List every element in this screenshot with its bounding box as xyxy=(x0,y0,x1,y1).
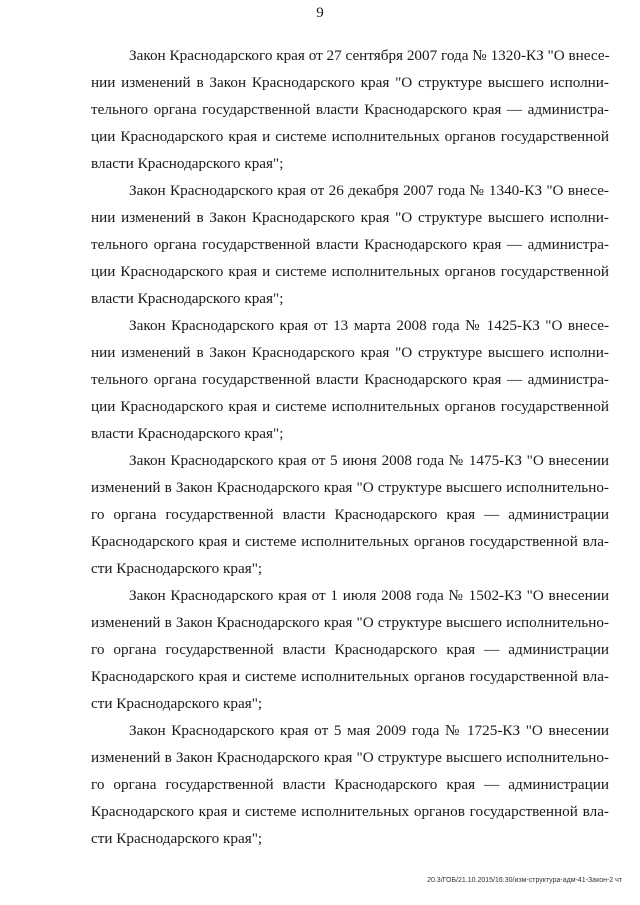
paragraph-line: Краснодарского края и системе исполнительных органов государственной вла- xyxy=(91,533,609,550)
paragraph-line: нии изменений в Закон Краснодарского края "О структуре высшего исполни- xyxy=(91,209,609,226)
paragraph-line: тельного органа государственной власти Краснодарского края — администра- xyxy=(91,101,609,118)
paragraph-line: Краснодарского края и системе исполнительных органов государственной вла- xyxy=(91,803,609,820)
paragraph-line: изменений в Закон Краснодарского края "О структуре высшего исполнительно- xyxy=(91,479,609,496)
paragraph-line: тельного органа государственной власти Краснодарского края — администра- xyxy=(91,371,609,388)
paragraph-line: тельного органа государственной власти Краснодарского края — администра- xyxy=(91,236,609,253)
paragraph-line: нии изменений в Закон Краснодарского края "О структуре высшего исполни- xyxy=(91,74,609,91)
paragraph-line: изменений в Закон Краснодарского края "О структуре высшего исполнительно- xyxy=(91,614,609,631)
paragraph-line: Закон Краснодарского края от 5 июня 2008 года № 1475-КЗ "О внесении xyxy=(129,452,609,469)
paragraph-line: Закон Краснодарского края от 13 марта 2008 года № 1425-КЗ "О внесе- xyxy=(129,317,609,334)
paragraph-line: ции Краснодарского края и системе исполнительных органов государственной xyxy=(91,263,609,280)
paragraph-line: Закон Краснодарского края от 1 июля 2008 года № 1502-КЗ "О внесении xyxy=(129,587,609,604)
law-paragraph-1 xyxy=(91,42,609,177)
law-paragraph-5 xyxy=(91,582,609,717)
paragraph-line: сти Краснодарского края"; xyxy=(91,560,263,577)
paragraph-line: го органа государственной власти Краснодарского края — администрации xyxy=(91,776,609,793)
law-paragraph-2 xyxy=(91,177,609,312)
paragraph-line: Краснодарского края и системе исполнительных органов государственной вла- xyxy=(91,668,609,685)
paragraph-line: го органа государственной власти Краснодарского края — администрации xyxy=(91,506,609,523)
paragraph-line: власти Краснодарского края"; xyxy=(91,290,284,307)
paragraph-line: Закон Краснодарского края от 5 мая 2009 года № 1725-КЗ "О внесении xyxy=(129,722,609,739)
paragraph-line: изменений в Закон Краснодарского края "О структуре высшего исполнительно- xyxy=(91,749,609,766)
paragraph-line: ции Краснодарского края и системе исполнительных органов государственной xyxy=(91,128,609,145)
law-paragraph-4 xyxy=(91,447,609,582)
paragraph-line: сти Краснодарского края"; xyxy=(91,830,263,847)
paragraph-line: го органа государственной власти Краснодарского края — администрации xyxy=(91,641,609,658)
paragraph-line: ции Краснодарского края и системе исполнительных органов государственной xyxy=(91,398,609,415)
paragraph-line: нии изменений в Закон Краснодарского края "О структуре высшего исполни- xyxy=(91,344,609,361)
paragraph-line: власти Краснодарского края"; xyxy=(91,155,284,172)
paragraph-line: власти Краснодарского края"; xyxy=(91,425,284,442)
law-paragraph-3 xyxy=(91,312,609,447)
page-number: 9 xyxy=(316,5,324,21)
paragraph-line: Закон Краснодарского края от 26 декабря 2007 года № 1340-КЗ "О внесе- xyxy=(129,182,609,199)
paragraph-line: Закон Краснодарского края от 27 сентября 2007 года № 1320-КЗ "О внесе- xyxy=(129,47,610,64)
paragraph-line: сти Краснодарского края"; xyxy=(91,695,263,712)
law-paragraph-6 xyxy=(91,717,609,852)
document-footer-reference: 20.3/ГОБ/21.10.2015/16:30/изм-структура-адм-41-Закон-2 чт xyxy=(427,877,622,884)
document-body xyxy=(91,42,609,852)
